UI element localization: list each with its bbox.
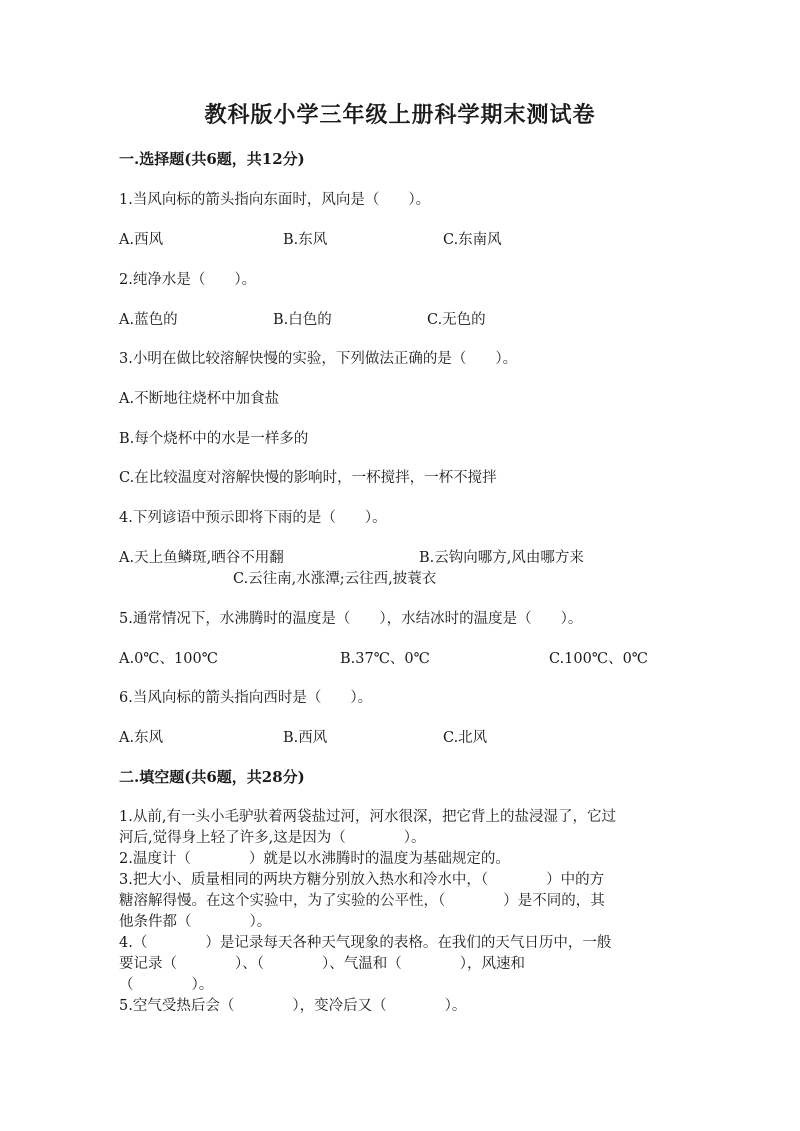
fill-line: 河后,觉得身上轻了许多,这是因为（ ）。: [119, 830, 426, 846]
option-c: C.北风: [443, 730, 488, 746]
option-c: C.东南风: [443, 232, 502, 248]
page-title: 教科版小学三年级上册科学期末测试卷: [204, 102, 596, 128]
fill-line: 1.从前,有一头小毛驴驮着两袋盐过河，河水很深，把它背上的盐浸湿了，它过: [119, 809, 616, 825]
option-c: C.云往南,水涨潭;云往西,披蓑衣: [233, 571, 437, 587]
fill-line: 4.（ ）是记录每天各种天气现象的表格。在我们的天气日历中，一般: [119, 935, 612, 951]
fill-line: （ ）。: [119, 977, 214, 993]
option-b: B.白色的: [273, 312, 332, 328]
question-stem: 5.通常情况下，水沸腾时的温度是（ ），水结冰时的温度是（ ）。: [119, 611, 583, 627]
fill-line: 糖溶解得慢。在这个实验中，为了实验的公平性，（ ）是不同的，其: [119, 893, 605, 909]
fill-line: 3.把大小、质量相同的两块方糖分别放入热水和冷水中，（ ）中的方: [119, 872, 605, 888]
option-b: B.37℃、0℃: [340, 651, 430, 667]
option-c: C.在比较温度对溶解快慢的影响时，一杯搅拌，一杯不搅拌: [119, 470, 497, 486]
question-stem: 4.下列谚语中预示即将下雨的是（ ）。: [119, 510, 387, 526]
option-c: C.无色的: [427, 312, 486, 328]
question-stem: 3.小明在做比较溶解快慢的实验，下列做法正确的是（ ）。: [119, 351, 518, 367]
section-heading-fill: 二.填空题(共6题，共28分): [119, 768, 305, 786]
option-c: C.100℃、0℃: [549, 651, 649, 667]
question-stem: 6.当风向标的箭头指向西时是（ ）。: [119, 690, 373, 706]
option-a: A.蓝色的: [119, 312, 178, 328]
fill-line: 5.空气受热后会（ ），变冷后又（ ）。: [119, 998, 467, 1014]
question-stem: 2.纯净水是（ ）。: [119, 272, 257, 288]
option-b: B.云钩向哪方,风由哪方来: [419, 550, 584, 566]
option-b: B.东风: [283, 232, 328, 248]
option-a: A.东风: [119, 730, 164, 746]
option-a: A.西风: [119, 232, 164, 248]
option-a: A.不断地往烧杯中加食盐: [119, 391, 280, 407]
option-b: B.西风: [283, 730, 328, 746]
option-a: A.0℃、100℃: [119, 651, 218, 667]
fill-line: 他条件都（ ）。: [119, 914, 272, 930]
section-heading-choice: 一.选择题(共6题，共12分): [119, 150, 305, 168]
question-stem: 1.当风向标的箭头指向东面时，风向是（ ）。: [119, 192, 431, 208]
option-b: B.每个烧杯中的水是一样多的: [119, 431, 309, 447]
fill-line: 要记录（ ）、（ ）、气温和（ ），风速和: [119, 956, 525, 972]
option-a: A.天上鱼鳞斑,晒谷不用翻: [119, 550, 284, 566]
fill-line: 2.温度计（ ）就是以水沸腾时的温度为基础规定的。: [119, 851, 510, 867]
